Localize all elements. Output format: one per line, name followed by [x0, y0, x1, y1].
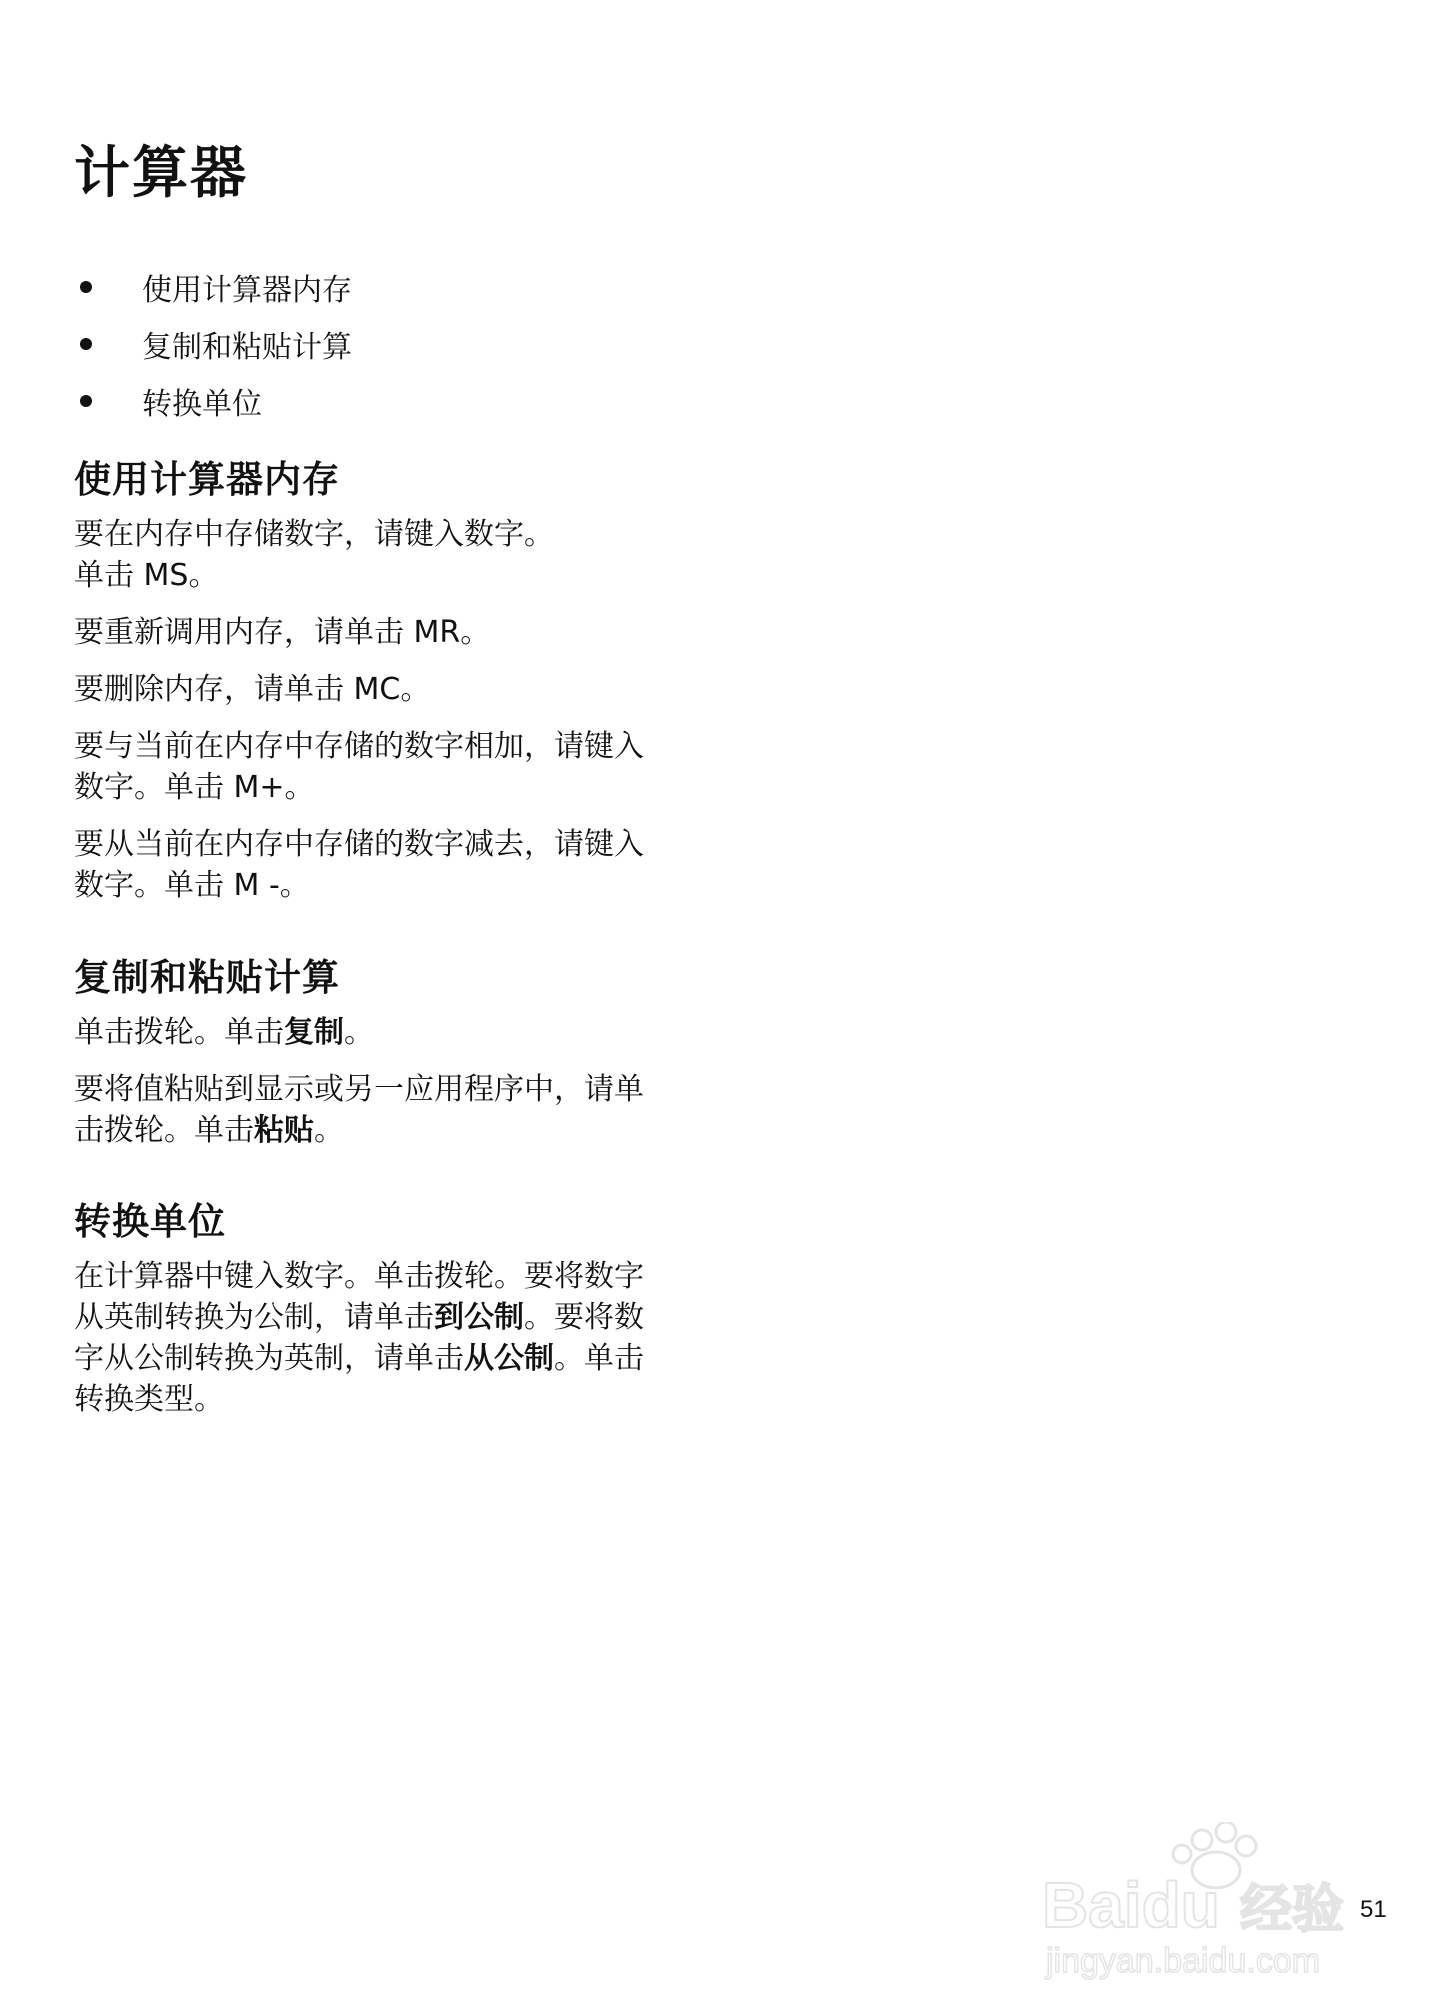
- text-line: 单击 MS。: [74, 558, 219, 593]
- paragraph: [74, 514, 714, 596]
- text-run: 单击拨轮。单击: [74, 1015, 284, 1050]
- page-number: 51: [1360, 1896, 1387, 1923]
- paragraph: [74, 1012, 714, 1053]
- bold-term: 复制: [284, 1015, 344, 1050]
- text-run: 。单击: [554, 1341, 644, 1376]
- section-heading: 转换单位: [74, 1200, 226, 1243]
- toc-item-label: 复制和粘贴计算: [142, 329, 352, 365]
- toc-item[interactable]: [74, 315, 352, 372]
- baidu-watermark: [1032, 1822, 1372, 1982]
- paragraph: [74, 726, 714, 808]
- text-line: 要删除内存，请单击 MC。: [74, 672, 431, 707]
- bullet-icon: [80, 338, 92, 350]
- section-heading: 使用计算器内存: [74, 458, 340, 501]
- toc-list: [74, 258, 352, 429]
- section-convert-units: [74, 1198, 714, 1436]
- text-run: 。: [314, 1113, 344, 1148]
- watermark-brand-cn: 经验: [1240, 1880, 1345, 1940]
- text-run: 字从公制转换为英制，请单击: [74, 1341, 464, 1376]
- text-line: 数字。单击 M+。: [74, 770, 315, 805]
- paragraph: [74, 824, 714, 906]
- text-line: 要在内存中存储数字，请键入数字。: [74, 517, 554, 552]
- section-heading: 复制和粘贴计算: [74, 956, 340, 999]
- page-title: 计算器: [74, 141, 248, 206]
- text-line: 数字。单击 M -。: [74, 868, 310, 903]
- bullet-icon: [80, 395, 92, 407]
- text-run: 。要将数: [524, 1300, 644, 1335]
- watermark-brand: Baidu: [1042, 1869, 1220, 1941]
- text-run: 。: [344, 1015, 374, 1050]
- text-run: 从英制转换为公制，请单击: [74, 1300, 434, 1335]
- paragraph: [74, 1069, 714, 1151]
- baidu-paw-logo: [1032, 1822, 1372, 1982]
- text-line: 要重新调用内存，请单击 MR。: [74, 615, 491, 650]
- text-line: 要与当前在内存中存储的数字相加，请键入: [74, 729, 644, 764]
- bold-term: 到公制: [434, 1300, 524, 1335]
- section-copy-paste: [74, 954, 714, 1167]
- toc-item-label: 转换单位: [142, 386, 262, 422]
- watermark-url: jingyan.baidu.com: [1046, 1942, 1321, 1980]
- toc-item[interactable]: [74, 372, 352, 429]
- toc-item[interactable]: [74, 258, 352, 315]
- bold-term: 从公制: [464, 1341, 554, 1376]
- text-line: 要从当前在内存中存储的数字减去，请键入: [74, 827, 644, 862]
- text-line: 要将值粘贴到显示或另一应用程序中，请单: [74, 1072, 644, 1107]
- text-line: 转换类型。: [74, 1382, 224, 1417]
- paragraph: [74, 612, 714, 653]
- section-memory: [74, 456, 714, 922]
- paragraph: [74, 669, 714, 710]
- paragraph: [74, 1256, 714, 1420]
- bold-term: 粘贴: [254, 1113, 314, 1148]
- bullet-icon: [80, 281, 92, 293]
- toc-item-label: 使用计算器内存: [142, 272, 352, 308]
- text-run: 击拨轮。单击: [74, 1113, 254, 1148]
- text-line: 在计算器中键入数字。单击拨轮。要将数字: [74, 1259, 644, 1294]
